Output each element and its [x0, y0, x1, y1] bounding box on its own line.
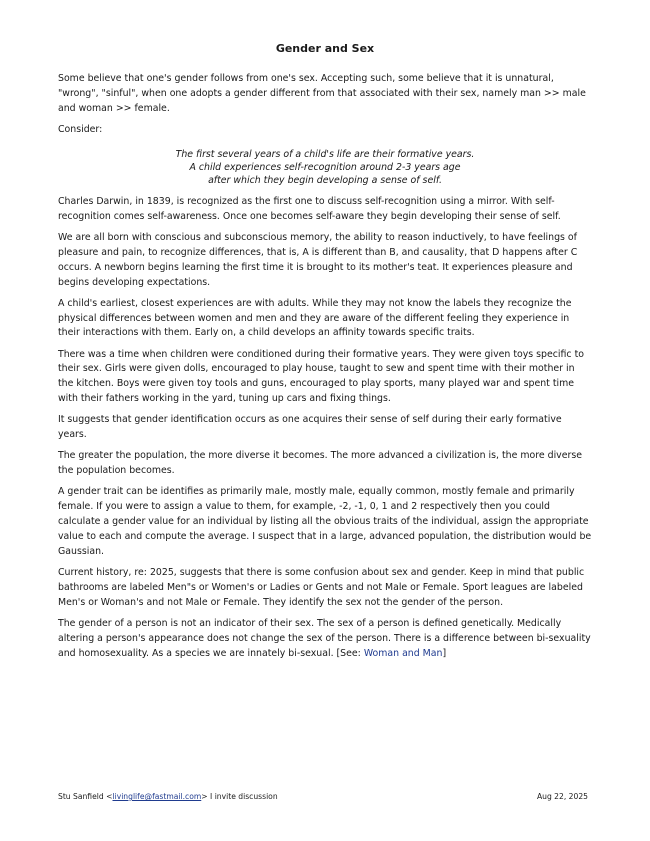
quote-line-1: The first several years of a child's life are their formative years.: [175, 148, 475, 160]
conclusion-end: ]: [442, 647, 447, 659]
block-quote: [58, 148, 592, 187]
footer-author: [58, 792, 278, 801]
paragraph-conditioning: There was a time when children were conditioned during their formative years. They were given toys specific to their sex. Girls were given dolls, encouraged to play house, taught to sew and spent time with their mother in the kitchen. Boys were given toy tools and guns, encouraged to play sports, many played war and spent time with their fathers working in the yard, tuning up cars and fixing things.: [58, 348, 584, 405]
paragraph-earliest: A child's earliest, closest experiences are with adults. While they may not know the labels they recognize the physical differences between women and men and they are aware of the different feeling they experience in their interactions with them. Early on, a child develops an affinity towards specific traits.: [58, 297, 572, 339]
paragraph-identification: It suggests that gender identification occurs as one acquires their sense of self during their early formative years.: [58, 414, 562, 441]
woman-and-man-link[interactable]: Woman and Man: [363, 647, 443, 659]
footer-invite: > I invite discussion: [201, 792, 278, 801]
footer-author-name: Stu Sanfield <: [58, 792, 113, 801]
footer-date: Aug 22, 2025: [536, 792, 588, 801]
conclusion-text: The gender of a person is not an indicator of their sex. The sex of a person is defined genetically. Medically altering a person's appearance does not change the sex of the person. There is a difference between bi-sexuality and homosexuality. As a species we are innately bi-sexual. [See:: [58, 617, 591, 659]
paragraph-population: The greater the population, the more diverse it becomes. The more advanced a civilization is, the more diverse the population becomes.: [58, 450, 582, 477]
document-body: [58, 72, 592, 668]
paragraph-1: Some believe that one's gender follows from one's sex. Accepting such, some believe that it is unnatural, "wrong", "sinful", when one adopts a gender different from that associated with their sex, namely man >> male and woman >> female.: [58, 73, 586, 114]
paragraph-gender-trait: A gender trait can be identifies as primarily male, mostly male, equally common, mostly female and primarily female. If you were to assign a value to them, for example, -2, -1, 0, 1 and 2 respectively then you could calculate a gender value for an individual by listing all the obvious traits of the individual, assign the appropriate value to each and compute the average. I suspect that in a large, advanced population, the distribution would be Gaussian.: [58, 486, 592, 557]
page-title: Gender and Sex: [275, 42, 375, 55]
paragraph-consider: Consider:: [58, 123, 103, 135]
paragraph-darwin: Charles Darwin, in 1839, is recognized as the first one to discuss self-recognition using a mirror. With self-recognition comes self-awareness. Once one becomes self-aware they begin developing their sense of self.: [58, 195, 561, 222]
paragraph-current-history: Current history, re: 2025, suggests that there is some confusion about sex and gender. Keep in mind that public bathrooms are labeled Men"s or Women's or Ladies or Gents and not Male or Female. Sport leagues are labeled Men's or Woman's and not Male or Female. They identify the sex not the gender of the person.: [58, 567, 585, 608]
paragraph-memory: We are all born with conscious and subconscious memory, the ability to reason inductively, to have feelings of pleasure and pain, to recognize differences, that is, A is different than B, and causality, that D happens after C occurs. A newborn begins learning the first time it is brought to its mother's teat. It experiences pleasure and begins developing expectations.: [58, 231, 578, 288]
quote-line-3: after which they begin developing a sense of self.: [208, 174, 442, 186]
document-page: [58, 0, 592, 841]
quote-line-2: A child experiences self-recognition around 2-3 years age: [189, 161, 461, 173]
paragraph-conclusion: [58, 617, 592, 662]
footer-email-link[interactable]: livinglife@fastmail.com: [112, 792, 202, 801]
